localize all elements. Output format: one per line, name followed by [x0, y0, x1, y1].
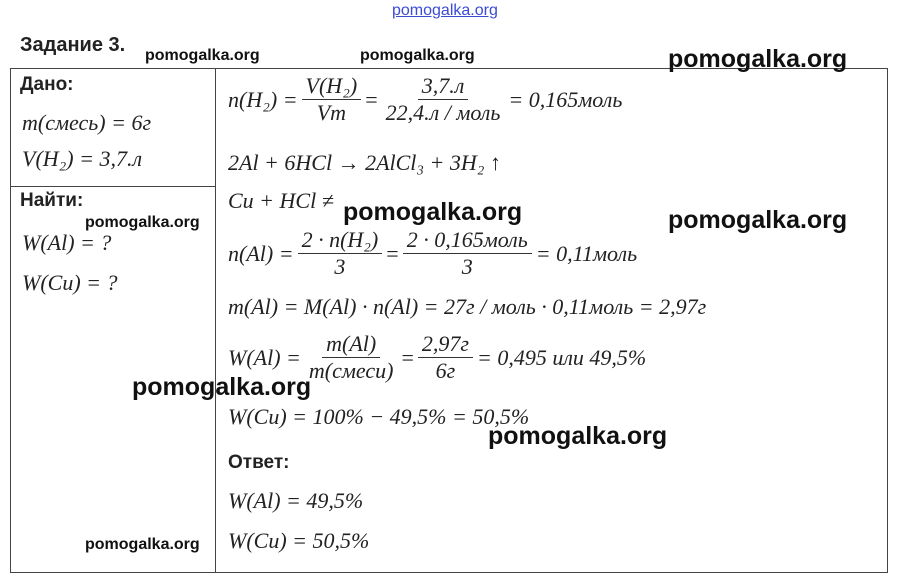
given-find-divider	[10, 186, 216, 187]
table-bottom-border	[10, 572, 888, 573]
eq-reaction-al: 2Al + 6HCl → 2AlCl₃ + 3H₂ ↑	[228, 150, 501, 175]
find-w-cu: W(Cu) = ?	[22, 270, 118, 295]
watermark[interactable]: pomogalka.org	[488, 422, 668, 450]
eq-reaction-cu: Cu + HCl ≠	[228, 188, 334, 213]
task-title: Задание 3.	[20, 34, 126, 56]
eq-w-cu: W(Cu) = 100% − 49,5% = 50,5%	[228, 404, 530, 429]
watermark[interactable]: pomogalka.org	[360, 47, 475, 64]
watermark[interactable]: pomogalka.org	[132, 373, 312, 401]
answer-header: Ответ:	[228, 452, 290, 473]
watermark[interactable]: pomogalka.org	[668, 206, 848, 234]
find-w-al: W(Al) = ?	[22, 230, 112, 255]
table-right-border	[887, 68, 888, 573]
watermark[interactable]: pomogalka.org	[145, 47, 260, 64]
watermark[interactable]: pomogalka.org	[85, 214, 200, 231]
watermark[interactable]: pomogalka.org	[668, 45, 848, 73]
eq-w-al: W(Al) = $\frac{m(Al)}{\text{m(смеси)}}$ = $\frac{2,97г}{6г}$ = 0,495 или 49,5%	[228, 331, 647, 383]
answer-w-cu: W(Cu) = 50,5%	[228, 528, 370, 553]
answer-w-al: W(Al) = 49,5%	[228, 488, 364, 513]
watermark[interactable]: pomogalka.org	[343, 198, 523, 226]
given-volume: V(H₂) = 3,7.л	[22, 146, 143, 171]
eq-m-al: m(Al) = M(Al) · n(Al) = 27г / моль · 0,11моль = 2,97г	[228, 294, 707, 319]
table-left-border	[10, 68, 11, 573]
find-header: Найти:	[20, 190, 84, 211]
watermark-top[interactable]: pomogalka.org	[392, 2, 498, 19]
eq-n-h2: n(H₂) = $\frac{\text{V(H₂)}}{Vm}$ = $\frac{3,7.л}{\text{22,4.л / моль}}$ = 0,165моль	[228, 73, 623, 125]
eq-n-al: n(Al) = $\frac{\text{2 · n(H₂)}}{3}$ = $\frac{\text{2 · 0,165моль}}{3}$ = 0,11моль	[228, 227, 638, 279]
given-mass: m(смесь) = 6г	[22, 110, 152, 135]
column-divider	[215, 68, 216, 573]
given-header: Дано:	[20, 74, 74, 95]
watermark[interactable]: pomogalka.org	[85, 536, 200, 553]
